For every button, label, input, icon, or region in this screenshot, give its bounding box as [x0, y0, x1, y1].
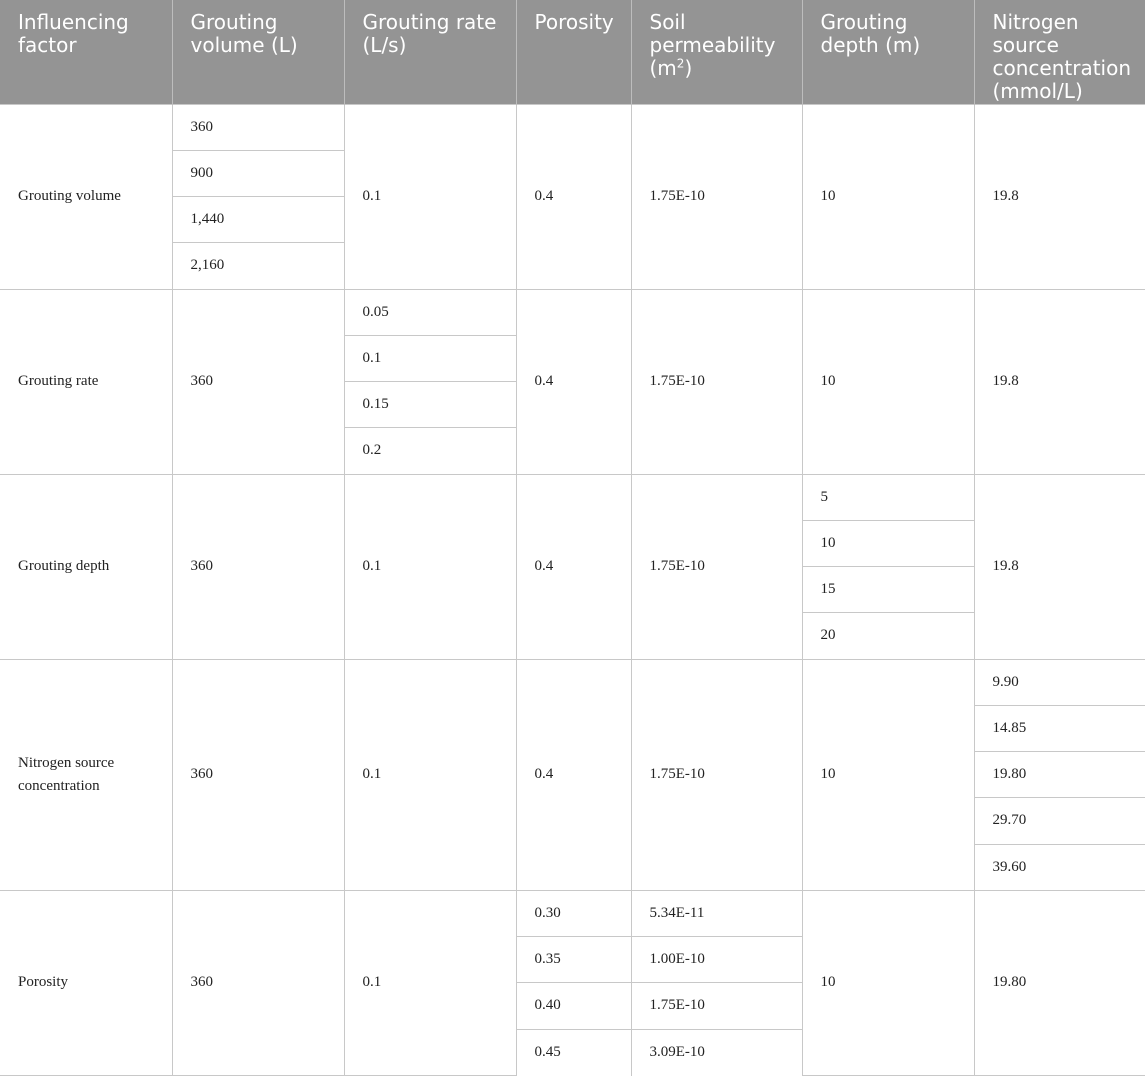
grouting-depth-cell: 15 — [802, 567, 974, 613]
nitrogen-concentration-cell: 39.60 — [974, 844, 1145, 890]
header-grouting-depth: Grouting depth (m) — [802, 0, 974, 104]
header-grouting-volume: Grouting volume (L) — [172, 0, 344, 104]
soil-permeability-cell: 1.75E-10 — [631, 104, 802, 289]
grouting-depth-cell: 10 — [802, 890, 974, 1075]
grouting-rate-cell: 0.2 — [344, 428, 516, 474]
grouting-rate-cell: 0.1 — [344, 335, 516, 381]
grouting-volume-cell: 1,440 — [172, 197, 344, 243]
porosity-cell: 0.4 — [516, 104, 631, 289]
header-nitrogen-concentration: Nitrogen source concentration (mmol/L) — [974, 0, 1145, 104]
header-grouting-rate: Grouting rate (L/s) — [344, 0, 516, 104]
header-influencing-factor: Influencing factor — [0, 0, 172, 104]
grouting-rate-cell: 0.1 — [344, 474, 516, 659]
factor-cell: Grouting rate — [0, 289, 172, 474]
header-row — [0, 0, 1145, 104]
porosity-cell: 0.40 — [516, 983, 631, 1029]
table-row — [0, 289, 1145, 335]
soil-permeability-cell: 1.75E-10 — [631, 289, 802, 474]
grouting-volume-cell: 900 — [172, 150, 344, 196]
table-row — [0, 659, 1145, 705]
porosity-cell: 0.4 — [516, 474, 631, 659]
nitrogen-concentration-cell: 14.85 — [974, 705, 1145, 751]
porosity-cell: 0.4 — [516, 659, 631, 890]
porosity-cell: 0.30 — [516, 890, 631, 936]
table-body — [0, 104, 1145, 1076]
grouting-depth-cell: 5 — [802, 474, 974, 520]
grouting-volume-cell: 360 — [172, 104, 344, 150]
factor-cell: Grouting volume — [0, 104, 172, 289]
grouting-volume-cell: 360 — [172, 890, 344, 1075]
grouting-depth-cell: 10 — [802, 289, 974, 474]
nitrogen-concentration-cell: 19.80 — [974, 752, 1145, 798]
nitrogen-concentration-cell: 19.80 — [974, 890, 1145, 1075]
grouting-volume-cell: 360 — [172, 474, 344, 659]
porosity-cell: 0.45 — [516, 1029, 631, 1076]
grouting-depth-cell: 10 — [802, 659, 974, 890]
nitrogen-concentration-cell: 19.8 — [974, 104, 1145, 289]
soil-permeability-cell: 1.75E-10 — [631, 659, 802, 890]
soil-permeability-cell: 1.75E-10 — [631, 983, 802, 1029]
soil-permeability-cell: 1.00E-10 — [631, 937, 802, 983]
grouting-rate-cell: 0.1 — [344, 890, 516, 1075]
header-soil-permeability-text: Soil permeability (m — [649, 10, 776, 80]
header-porosity: Porosity — [516, 0, 631, 104]
grouting-volume-cell: 360 — [172, 659, 344, 890]
header-soil-permeability-exponent: 2 — [676, 56, 685, 71]
table-row — [0, 104, 1145, 150]
soil-permeability-cell: 3.09E-10 — [631, 1029, 802, 1076]
soil-permeability-cell: 1.75E-10 — [631, 474, 802, 659]
grouting-rate-cell: 0.1 — [344, 104, 516, 289]
header-soil-permeability — [631, 0, 802, 104]
grouting-volume-cell: 360 — [172, 289, 344, 474]
nitrogen-concentration-cell: 9.90 — [974, 659, 1145, 705]
porosity-cell: 0.4 — [516, 289, 631, 474]
factor-cell: Grouting depth — [0, 474, 172, 659]
grouting-depth-cell: 20 — [802, 613, 974, 659]
table-row — [0, 890, 1145, 936]
factor-cell: Nitrogen source concentration — [0, 659, 172, 890]
porosity-cell: 0.35 — [516, 937, 631, 983]
nitrogen-concentration-cell: 29.70 — [974, 798, 1145, 844]
table-row — [0, 474, 1145, 520]
header-soil-permeability-close: ) — [684, 56, 693, 80]
grouting-rate-cell: 0.05 — [344, 289, 516, 335]
soil-permeability-cell: 5.34E-11 — [631, 890, 802, 936]
nitrogen-concentration-cell: 19.8 — [974, 474, 1145, 659]
grouting-volume-cell: 2,160 — [172, 243, 344, 289]
nitrogen-concentration-cell: 19.8 — [974, 289, 1145, 474]
grouting-depth-cell: 10 — [802, 104, 974, 289]
grouting-rate-cell: 0.15 — [344, 382, 516, 428]
factor-cell: Porosity — [0, 890, 172, 1075]
grouting-rate-cell: 0.1 — [344, 659, 516, 890]
grouting-depth-cell: 10 — [802, 520, 974, 566]
